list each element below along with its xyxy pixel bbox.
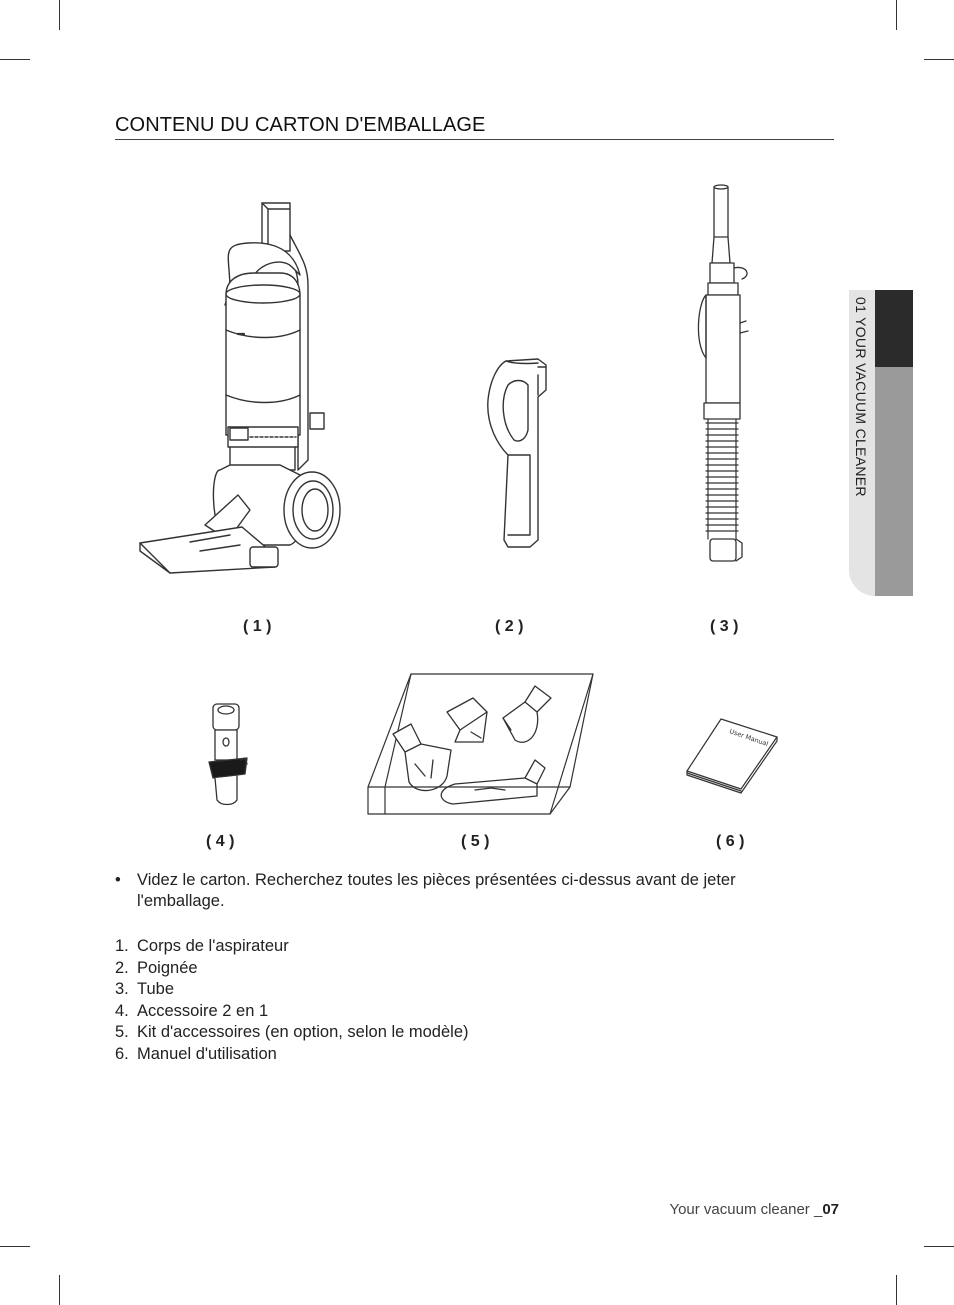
crop-mark <box>924 59 954 60</box>
list-item <box>115 1044 469 1066</box>
crop-mark <box>924 1246 954 1247</box>
two-in-one-tool-icon <box>205 700 255 810</box>
figure-caption: ( 4 ) <box>206 833 235 850</box>
list-item-number: 1. <box>115 937 129 955</box>
list-item-label: Accessoire 2 en 1 <box>137 1001 269 1020</box>
crop-mark <box>0 1246 30 1247</box>
list-item-number: 5. <box>115 1023 129 1042</box>
tube-hose-icon <box>680 183 760 568</box>
crop-mark <box>0 59 30 60</box>
contents-list <box>115 936 469 1066</box>
list-item <box>115 1001 469 1023</box>
page-title: CONTENU DU CARTON D'EMBALLAGE <box>115 114 486 136</box>
figure-caption: ( 6 ) <box>716 833 745 850</box>
figure-caption: ( 1 ) <box>243 618 272 635</box>
upright-vacuum-body-icon <box>130 195 350 585</box>
list-item-number: 6. <box>115 1044 129 1063</box>
list-item <box>115 1022 469 1044</box>
figure-caption: ( 2 ) <box>495 618 524 635</box>
list-item-label: Tube <box>137 980 174 999</box>
chapter-tab-band <box>875 367 913 596</box>
manual-cover-text: User Manual <box>728 727 770 749</box>
list-item <box>115 936 469 958</box>
list-item-number: 2. <box>115 958 129 977</box>
list-item <box>115 958 469 980</box>
crop-mark <box>896 0 897 30</box>
list-item-label: Manuel d'utilisation <box>137 1044 277 1063</box>
user-manual-booklet-icon <box>683 715 783 795</box>
figure-caption: ( 3 ) <box>710 618 739 635</box>
list-item-label: Poignée <box>137 958 198 977</box>
chapter-tab-marker <box>875 290 913 367</box>
list-item-number: 4. <box>115 1001 129 1020</box>
instruction-paragraph <box>115 870 795 912</box>
crop-mark <box>59 0 60 30</box>
title-divider <box>115 139 834 140</box>
list-item-label: Kit d'accessoires (en option, selon le modèle) <box>137 1023 469 1042</box>
handle-icon <box>478 355 558 555</box>
accessory-kit-icon <box>365 672 595 818</box>
instruction-text: Videz le carton. Recherchez toutes les pièces présentées ci-dessus avant de jeter l'emballage. <box>137 871 736 910</box>
bullet-icon: • <box>115 871 121 889</box>
page-footer <box>669 1201 839 1218</box>
page-number: 07 <box>822 1201 839 1218</box>
figure-caption: ( 5 ) <box>461 833 490 850</box>
list-item-label: Corps de l'aspirateur <box>137 937 289 955</box>
crop-mark <box>896 1275 897 1305</box>
crop-mark <box>59 1275 60 1305</box>
list-item <box>115 979 469 1001</box>
footer-text: Your vacuum cleaner _ <box>669 1201 823 1218</box>
list-item-number: 3. <box>115 980 129 999</box>
chapter-tab-label: 01 YOUR VACUUM CLEANER <box>853 297 869 497</box>
